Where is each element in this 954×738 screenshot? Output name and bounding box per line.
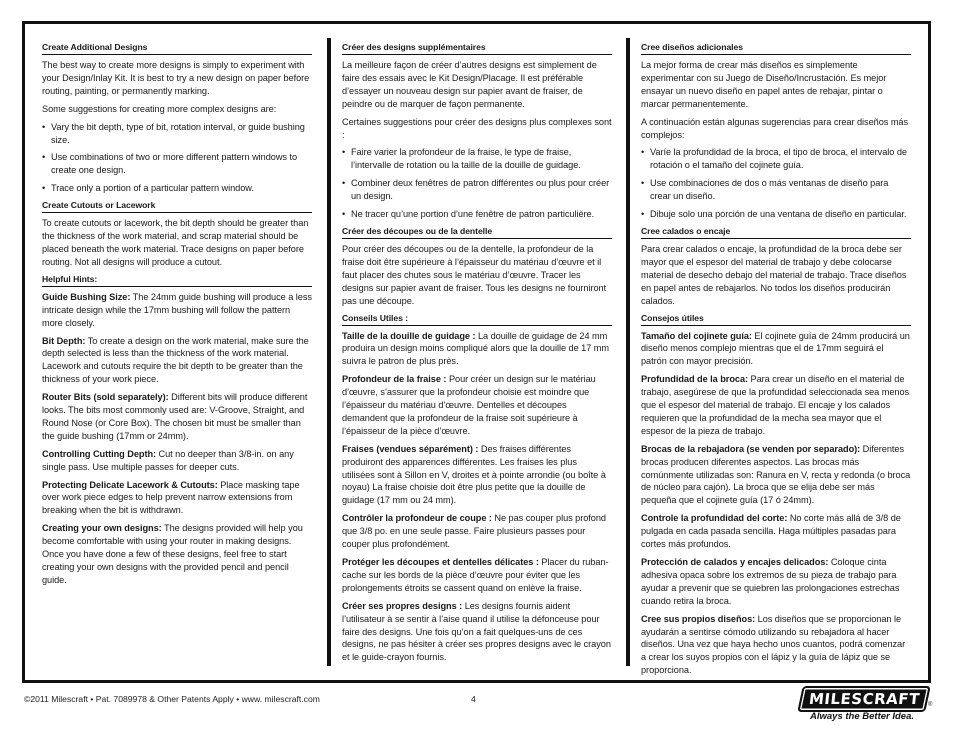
hint-term: Protecting Delicate Lacework & Cutouts: — [42, 479, 218, 490]
hint-text: The designs provided will help you become comfortable with using your router in making designs. Once you have done a few of these designs, feel free to start creating your own designs with the provided pencil and pencil guide. — [42, 523, 303, 585]
hint-text: The 24mm guide bushing will produce a less intricate design while the 17mm bushing will follow the pattern more closely. — [42, 291, 312, 328]
hint-term: Router Bits (sold separately): — [42, 392, 169, 403]
hint-term: Guide Bushing Size: — [42, 291, 131, 302]
hint — [342, 600, 612, 665]
hint-term: Tamaño del cojinete guía: — [641, 330, 752, 341]
bullet-item: • Vary the bit depth, type of bit, rotation interval, or guide bushing size. — [42, 121, 312, 147]
hint — [641, 556, 911, 608]
section-heading: Helpful Hints: — [42, 274, 312, 287]
hint-text: To create a design on the work material, make sure the depth selected is less than the thickness of the work material. Lacework and cutouts require the bit depth to be greater than the thickness of your work piece. — [42, 335, 309, 385]
paragraph: La mejor forma de crear más diseños es simplemente experimentar con su Juego de Diseño/Incrustación. Es mejor ensayar un nuevo diseño en papel antes de rebajar, pintar o marcar permanentemente. — [641, 60, 887, 109]
hint-term: Controlling Cutting Depth: — [42, 448, 157, 459]
hint — [42, 391, 312, 443]
paragraph: Pour créer des découpes ou de la dentelle, la profondeur de la fraise doit être supérieure à l’épaisseur du matériau d’œuvre et il faut placer des chutes sous le matériau d’œuvre. Tracer les designs sur papier avant de fraiser. Tous les designs ne fourniront pas une découpe. — [342, 243, 607, 306]
section-heading: Cree calados o encaje — [641, 226, 911, 239]
section-heading: Create Cutouts or Lacework — [42, 200, 312, 213]
hint — [342, 556, 612, 595]
hint — [342, 330, 612, 369]
tagline: Always the Better Idea. — [810, 711, 915, 722]
hint — [42, 291, 312, 330]
paragraph: A continuación están algunas sugerencias para crear diseños más complejos: — [641, 116, 909, 140]
bullet-item: • Trace only a portion of a particular pattern window. — [42, 182, 312, 195]
hint-text: Place masking tape over work piece edges to help prevent narrow extensions from breaking when the bit is withdrawn. — [42, 479, 300, 516]
bullet-item: • Ne tracer qu’une portion d’une fenêtre de patron particulière. — [342, 208, 612, 221]
hint — [42, 479, 312, 518]
hint — [42, 448, 312, 474]
hint-text: No corte más allá de 3/8 de pulgada en cada pasada sencilla. Haga múltiples pasadas para cortes más profundos. — [641, 513, 901, 550]
copyright-footer: ©2011 Milescraft • Pat. 7089978 & Other Patents Apply • www. milescraft.com — [24, 694, 320, 704]
hint — [641, 373, 911, 438]
bullet-list — [42, 121, 312, 196]
hint-term: Protéger les découpes et dentelles délicates : — [342, 557, 539, 567]
hint-text: Pour créer un design sur le matériau d’œuvre, s’assurer que la profondeur choisie est moindre que l’épaisseur du matériau d’œuvre. Dentelles et découpes demandent que la profondeur de la fraise soit supérieure à l’épaisseur de la pièce d’œuvre. — [342, 374, 596, 436]
hint-text: Los diseños que se proporcionan le ayudarán a sentirse cómodo utilizando su rebajadora al hacer diseños. Una vez que haya hecho unos cuantos, podrá comenzar a crear los suyos propios con el lápiz y la guía de lápiz que se proporciona. — [641, 613, 906, 676]
spanish-column — [641, 42, 911, 682]
hint-term: Créer ses propres designs : — [342, 600, 463, 611]
hint-text: La douille de guidage de 24 mm produira un design moins compliqué alors que la douille de 17 mm suivra le patron de plus près. — [342, 330, 609, 367]
section-heading: Cree diseños adicionales — [641, 42, 911, 55]
hint-term: Profondeur de la fraise : — [342, 374, 447, 385]
hint-text: El cojinete guía de 24mm producirá un diseño menos complejo mientras que el de 17mm seguirá el patrón con mayor precisión. — [641, 330, 910, 367]
hint-term: Profundidad de la broca: — [641, 374, 749, 385]
hint-text: Les designs fournis aident l’utilisateur à se sentir à l’aise quand il utilise la défonceuse pour faire des designs. Une fois qu’on a fait quelques-uns de ces designs, ne pas hésiter à créer ses propres designs avec le crayon et le guide-crayon fournis. — [342, 600, 611, 663]
hint-text: Placer du ruban-cache sur les bords de la pièce d’œuvre pour éviter que les prolongements étroits se cassent quand on enlève la fraise. — [342, 557, 609, 593]
section-heading: Créer des designs supplémentaires — [342, 42, 612, 55]
hint-text: Diferentes brocas producen diferentes aspectos. Las brocas más comúnmente utilizadas son: Ranura en V, recta y redonda (o broca de núcleo para cajón). La broca que se elija debe ser más pequeña que el cojinete guía (17 ó 24mm). — [641, 443, 911, 506]
brand-logo — [800, 686, 932, 730]
hint-term: Fraises (vendues séparément) : — [342, 443, 479, 454]
hint-text: Coloque cinta adhesiva opaca sobre los extremos de su pieza de trabajo para ayudar a prevenir que se quiebren las prolongaciones estrechas cuando retira la broca. — [641, 557, 900, 606]
paragraph: La meilleure façon de créer d’autres designs est simplement de faire des essais avec le Kit Design/Placage. Il est préférable d’essayer un nouveau design sur papier avant de fraiser, de peindre ou de marquer de façon permanente. — [342, 60, 597, 109]
section-heading: Create Additional Designs — [42, 42, 312, 55]
bullet-item: • Varíe la profundidad de la broca, el tipo de broca, el intervalo de rotación o el tamaño del cojinete guía. — [641, 146, 911, 172]
hint-text: Different bits will produce different looks. The bits most commonly used are: V-Groove, Straight, and Round Nose (or Core Box). The chosen bit must be smaller than the guide bushing (17mm or 24mm). — [42, 392, 308, 441]
paragraph: Para crear calados o encaje, la profundidad de la broca debe ser mayor que el espesor del material de trabajo y debe colocarse material de desecho debajo del material de trabajo. Trace diseños en papel antes de rebajarlos. No todos los diseños producirán calados. — [641, 243, 907, 306]
registered-mark: ® — [928, 702, 933, 708]
paragraph: The best way to create more designs is simply to experiment with your Design/Inlay Kit. It is best to try a new design on paper before routing, painting, or permanently marking. — [42, 60, 310, 96]
column-divider — [327, 38, 331, 666]
hint-term: Contrôler la profondeur de coupe : — [342, 513, 492, 524]
logo-badge — [797, 686, 931, 712]
bullet-list — [641, 146, 911, 221]
hint — [641, 443, 911, 508]
bullet-item: • Dibuje solo una porción de una ventana de diseño en particular. — [641, 208, 911, 221]
column-divider — [626, 38, 630, 666]
paragraph: To create cutouts or lacework, the bit depth should be greater than the thickness of the work material, and scrap material should be placed beneath the work material. Trace designs on paper before routing. Not all designs will produce a cutout. — [42, 218, 309, 267]
hint — [42, 335, 312, 387]
hint-term: Taille de la douille de guidage : — [342, 330, 476, 341]
hint — [641, 613, 911, 678]
hint — [342, 443, 612, 508]
section-heading: Conseils Utiles : — [342, 313, 612, 326]
hint-term: Creating your own designs: — [42, 523, 162, 534]
hint-text: Des fraises différentes produiront des apparences différentes. Les fraises les plus utilisées sont à Sillon en V, droites et à pointe arrondie (ou boîte à noyau) La fraise choisie doit être plus petite que la douille de guidage (17 mm ou 24 mm). — [342, 443, 606, 506]
bullet-list — [342, 146, 612, 221]
hint-term: Bit Depth: — [42, 335, 86, 346]
hint-term: Protección de calados y encajes delicados: — [641, 557, 829, 567]
section-heading: Créer des découpes ou de la dentelle — [342, 226, 612, 239]
hint-text: Ne pas couper plus profond que 3/8 po. en une seule passe. Faire plusieurs passes pour couper plus profondément. — [342, 513, 606, 550]
page-number: 4 — [471, 694, 476, 704]
hint-text: Para crear un diseño en el material de trabajo, asegúrese de que la profundidad seleccionada sea menos que el espesor del material de trabajo. El encaje y los calados requieren que la profundidad de la mecha sea mayor que el espesor de la pieza de trabajo. — [641, 374, 910, 436]
hint — [342, 373, 612, 438]
page-frame — [22, 21, 931, 683]
hint — [42, 522, 312, 587]
hint-term: Controle la profundidad del corte: — [641, 513, 788, 524]
hint-term: Brocas de la rebajadora (se venden por separado): — [641, 443, 861, 454]
bullet-item: • Use combinations of two or more different pattern windows to create one design. — [42, 151, 312, 177]
paragraph: Certaines suggestions pour créer des designs plus complexes sont : — [342, 116, 612, 140]
bullet-item: • Faire varier la profondeur de la fraise, le type de fraise, l’intervalle de rotation ou la taille de la douille de guidage. — [342, 146, 612, 172]
bullet-item: • Combiner deux fenêtres de patron différentes ou plus pour créer un design. — [342, 177, 612, 203]
logo-text: MILESCRAFT — [807, 690, 921, 708]
paragraph: Some suggestions for creating more complex designs are: — [42, 103, 277, 114]
hint — [641, 512, 911, 551]
hint-text: Cut no deeper than 3/8-in. on any single pass. Use multiple passes for deeper cuts. — [42, 448, 294, 472]
english-column — [42, 42, 312, 592]
french-column — [342, 42, 612, 669]
hint-term: Cree sus propios diseños: — [641, 613, 756, 624]
hint — [342, 512, 612, 551]
bullet-item: • Use combinaciones de dos o más ventanas de diseño para crear un diseño. — [641, 177, 911, 203]
section-heading: Consejos útiles — [641, 313, 911, 326]
hint — [641, 330, 911, 369]
